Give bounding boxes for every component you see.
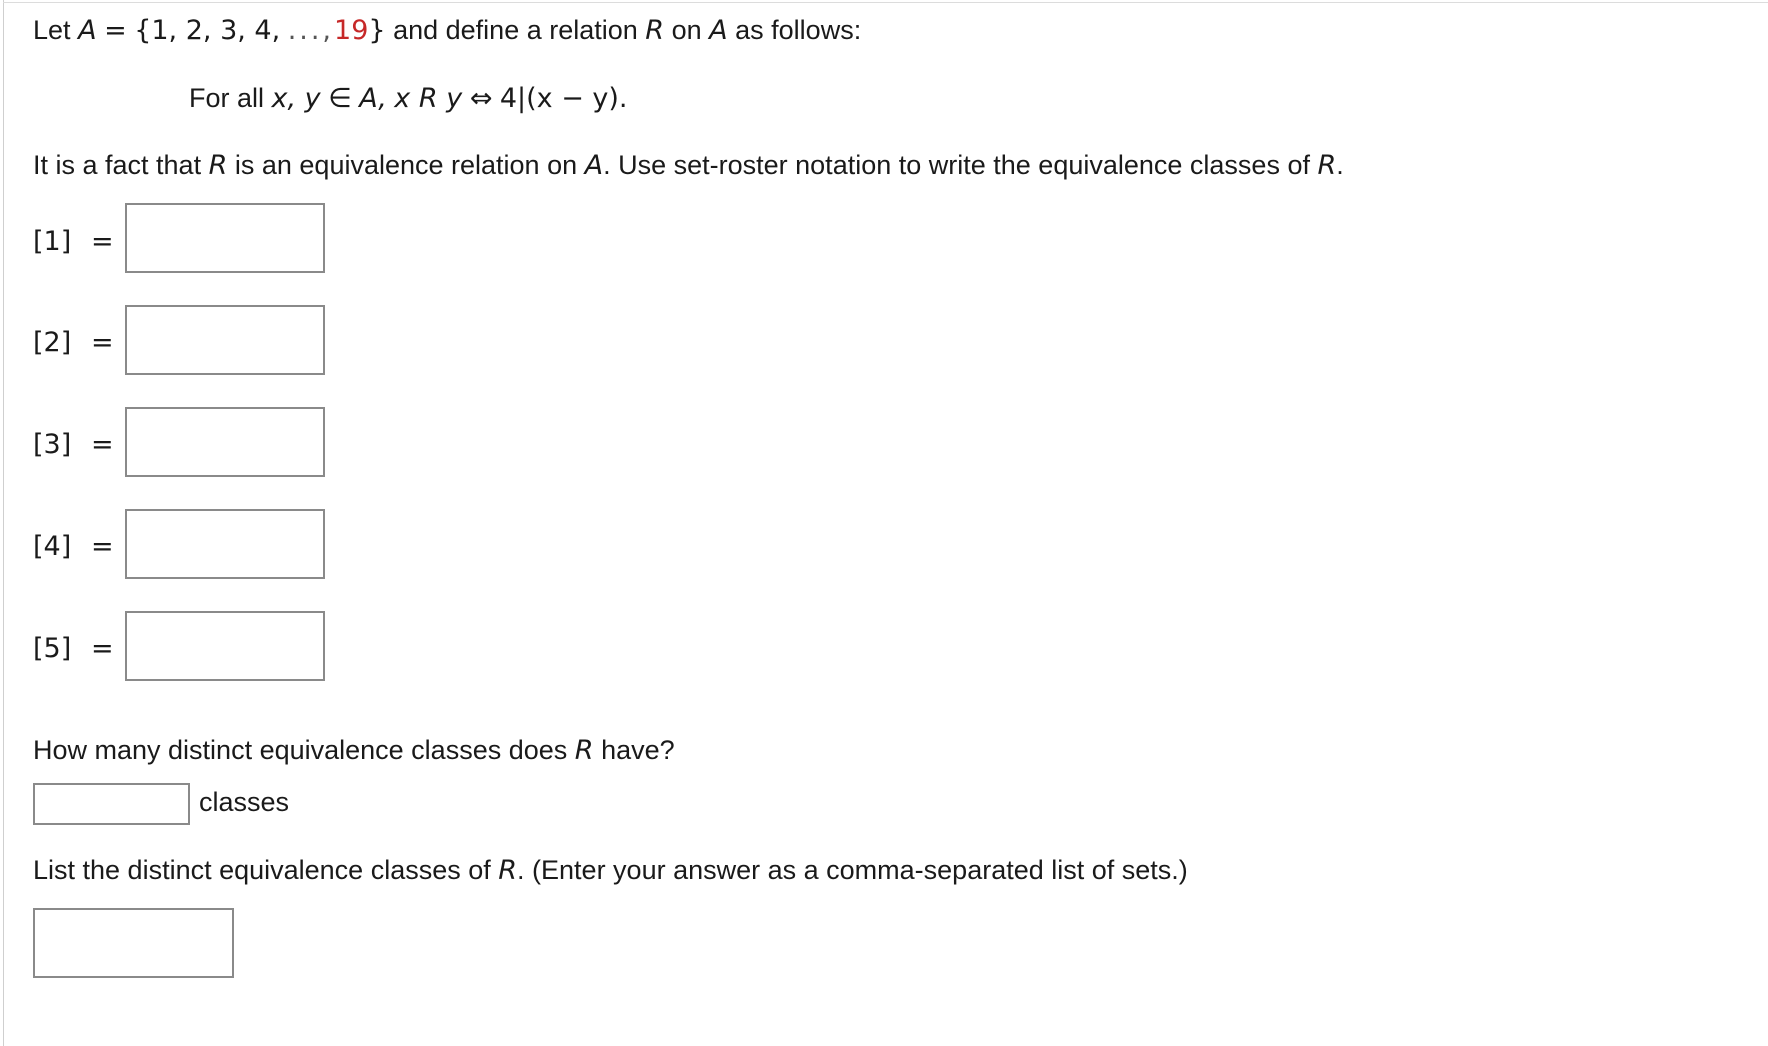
intro-define-text: and define a relation	[393, 15, 638, 45]
intro-set-a-2: A	[709, 15, 728, 46]
intro-set-a: A	[78, 15, 97, 46]
class-label-3: [3]	[33, 429, 72, 460]
class-label-1: [1]	[33, 226, 72, 257]
intro-set-start: {1, 2, 3, 4,	[134, 15, 281, 46]
count-question-relation-r: R	[574, 735, 594, 766]
count-question	[33, 734, 675, 767]
intro-last-value: 19	[334, 15, 369, 46]
class-input-2[interactable]	[125, 305, 325, 375]
class-equals-5: =	[91, 633, 114, 664]
statement-end: .	[1336, 150, 1344, 180]
class-label-2: [2]	[33, 327, 72, 358]
statement-part3: . Use set-roster notation to write the equivalence classes of	[603, 150, 1310, 180]
class-label-4: [4]	[33, 531, 72, 562]
intro-line	[33, 14, 861, 47]
intro-set-close: }	[368, 15, 386, 46]
class-equals-2: =	[91, 327, 114, 358]
statement-set-a: A	[584, 150, 604, 181]
statement-part1: It is a fact that	[33, 150, 202, 180]
page-top-border	[3, 2, 1768, 3]
class-count-input[interactable]	[33, 783, 190, 825]
class-input-5[interactable]	[125, 611, 325, 681]
rule-iff: ⇔	[469, 83, 493, 114]
statement-relation-r-2: R	[1317, 150, 1337, 181]
class-list-input[interactable]	[33, 908, 234, 978]
list-question-part2: . (Enter your answer as a comma-separated list of sets.)	[517, 855, 1188, 885]
classes-unit-label: classes	[199, 787, 290, 817]
relation-rule	[189, 82, 628, 115]
class-input-1[interactable]	[125, 203, 325, 273]
count-question-part2: have?	[601, 735, 675, 765]
intro-on: on	[671, 15, 702, 45]
list-question-relation-r: R	[498, 855, 518, 886]
rule-vars: x, y	[271, 83, 321, 114]
rule-element-of: ∈	[328, 83, 352, 114]
rule-divides: 4|(x − y).	[499, 83, 628, 114]
intro-equals: =	[104, 15, 127, 46]
class-input-4[interactable]	[125, 509, 325, 579]
rule-for-all: For all	[189, 83, 265, 113]
page-left-border	[3, 0, 4, 1046]
class-label-5: [5]	[33, 633, 72, 664]
class-equals-4: =	[91, 531, 114, 562]
list-question	[33, 854, 1188, 887]
intro-let: Let	[33, 15, 71, 45]
class-input-3[interactable]	[125, 407, 325, 477]
statement-relation-r: R	[208, 150, 228, 181]
count-question-part1: How many distinct equivalence classes does	[33, 735, 568, 765]
list-question-part1: List the distinct equivalence classes of	[33, 855, 491, 885]
rule-x-r-y: x R y	[394, 83, 463, 114]
intro-ellipsis: ...,	[287, 15, 335, 46]
statement-part2: is an equivalence relation on	[234, 150, 578, 180]
statement-line	[33, 149, 1344, 182]
rule-set-a: A,	[359, 83, 387, 114]
class-equals-3: =	[91, 429, 114, 460]
intro-relation-r: R	[645, 15, 665, 46]
class-equals-1: =	[91, 226, 114, 257]
intro-as-follows: as follows:	[735, 15, 862, 45]
